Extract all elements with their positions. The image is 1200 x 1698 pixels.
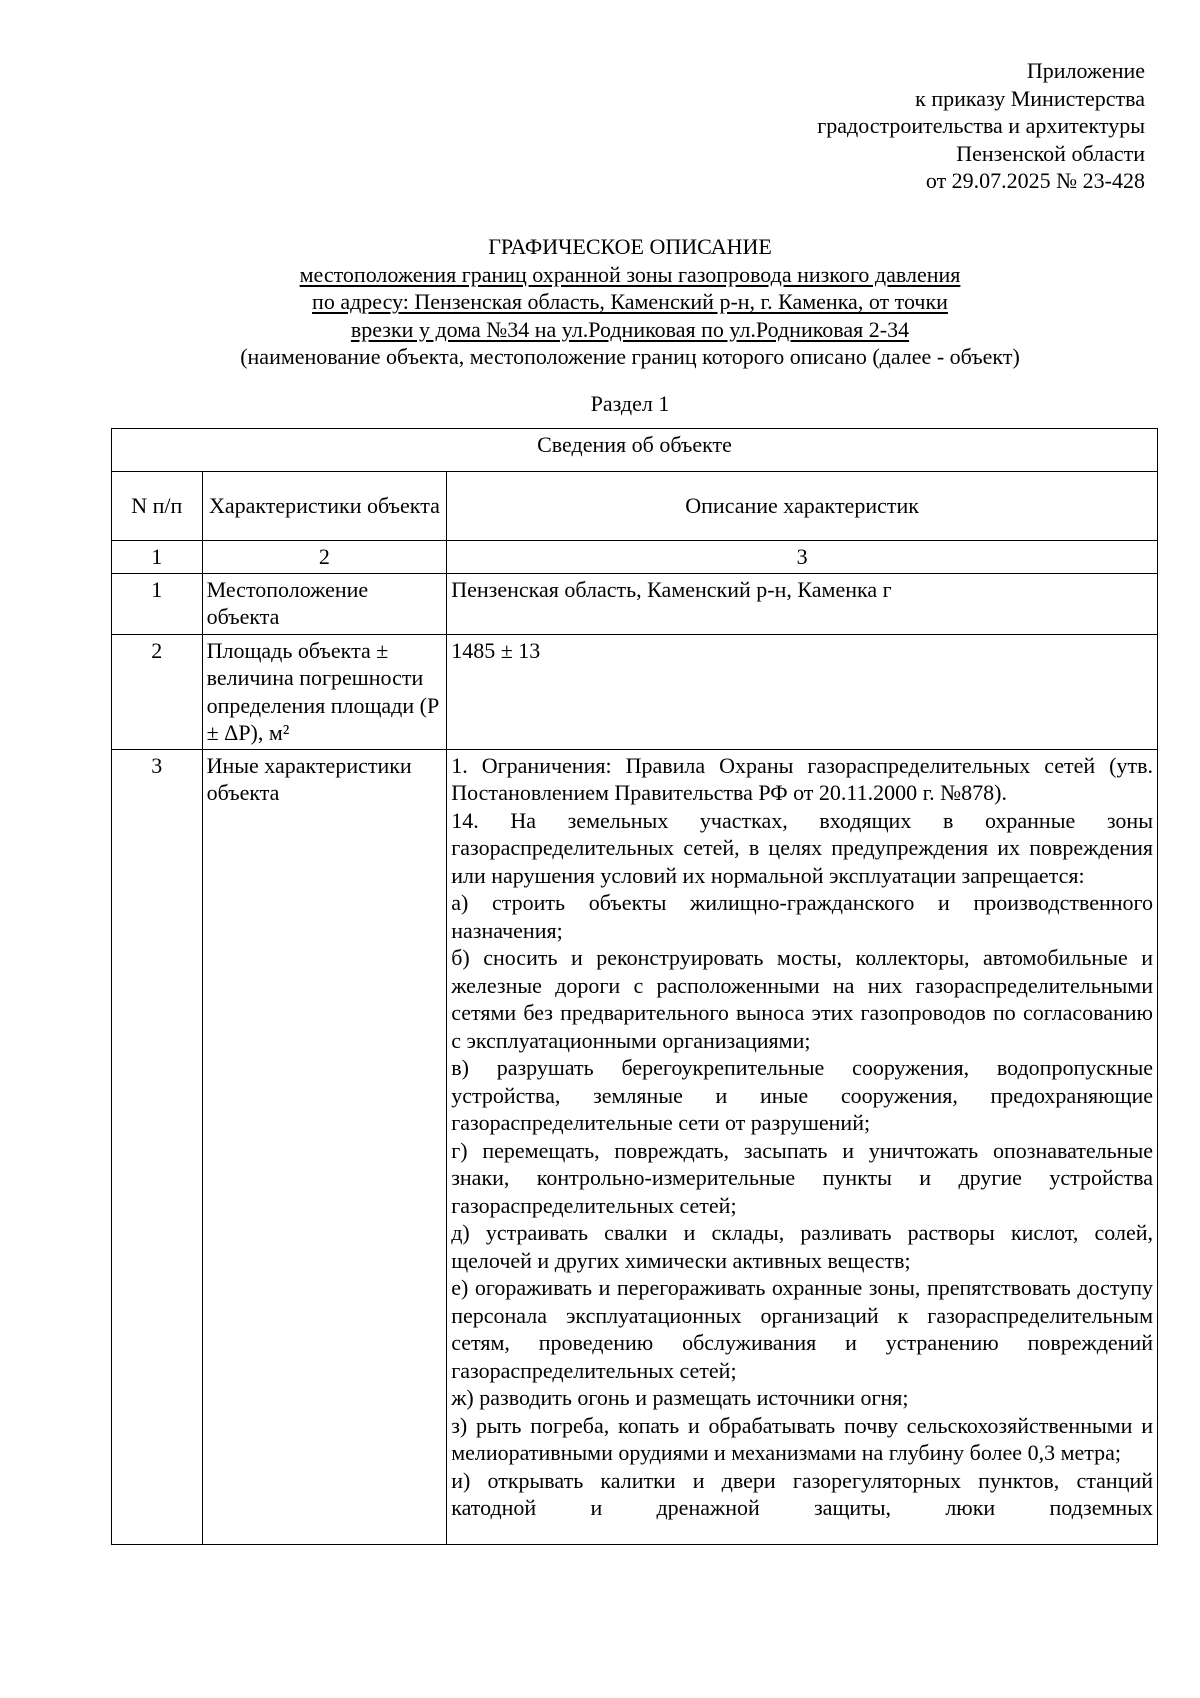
restriction-paragraph: е) огораживать и перегораживать охранные зоны, препятствовать доступу персонала эксплуатационных организаций к газораспределительным сетям, проведению обслуживания и устранению повреждений газораспределительных сетей; xyxy=(451,1275,1153,1383)
appendix-line: к приказу Министерства xyxy=(915,85,1145,111)
object-name-line: врезки у дома №34 на ул.Родниковая по ул.Родниковая 2-34 xyxy=(350,316,910,342)
appendix-line: от 29.07.2025 № 23-428 xyxy=(925,168,1145,193)
header-characteristic: Характеристики объекта xyxy=(202,472,447,541)
column-number: 2 xyxy=(202,541,447,574)
row-characteristic: Иные характеристики объекта xyxy=(202,749,447,1544)
header-description: Описание характеристик xyxy=(447,472,1158,541)
document-heading: ГРАФИЧЕСКОЕ ОПИСАНИЕ xyxy=(488,234,772,259)
header-num: N п/п xyxy=(112,472,203,541)
row-num: 2 xyxy=(112,634,203,749)
row-description xyxy=(447,749,1158,1544)
appendix-line: градостроительства и архитектуры xyxy=(817,113,1145,138)
appendix-block xyxy=(700,57,1145,195)
row-characteristic: Площадь объекта ± величина погрешности определения площади (P ± ΔP), м² xyxy=(202,634,447,749)
table-row xyxy=(112,634,1158,749)
table-row xyxy=(112,573,1158,634)
object-name-caption: (наименование объекта, местоположение границ которого описано (далее - объект) xyxy=(240,344,1020,369)
row-num: 1 xyxy=(112,573,203,634)
restriction-paragraph: и) открывать калитки и двери газорегуляторных пунктов, станций катодной и дренажной защиты, люки подземных xyxy=(451,1467,1153,1520)
object-info-table xyxy=(111,428,1158,1545)
restriction-paragraph: д) устраивать свалки и склады, разливать растворы кислот, солей, щелочей и других химически активных веществ; xyxy=(451,1220,1153,1273)
table-row xyxy=(112,749,1158,1544)
title-block xyxy=(100,233,1160,371)
restriction-paragraph: а) строить объекты жилищно-гражданского и производственного назначения; xyxy=(451,890,1153,943)
restriction-paragraph: з) рыть погреба, копать и обрабатывать почву сельскохозяйственными и мелиоративными орудиями и механизмами на глубину более 0,3 метра; xyxy=(451,1412,1153,1465)
row-num: 3 xyxy=(112,749,203,1544)
row-description: 1485 ± 13 xyxy=(447,634,1158,749)
restriction-paragraph: 1. Ограничения: Правила Охраны газораспределительных сетей (утв. Постановлением Правительства РФ от 20.11.2000 г. №878). xyxy=(451,752,1153,805)
object-name-line: местоположения границ охранной зоны газопровода низкого давления xyxy=(299,261,961,287)
restriction-paragraph: б) сносить и реконструировать мосты, коллекторы, автомобильные и железные дороги с расположенными на них газораспределительными сетями без предварительного выноса этих газопроводов по согласованию с эксплуатационными организациями; xyxy=(451,945,1153,1053)
table-caption: Сведения об объекте xyxy=(112,429,1158,472)
column-number: 1 xyxy=(112,541,203,574)
appendix-line: Пензенской области xyxy=(956,140,1145,166)
restriction-paragraph: 14. На земельных участках, входящих в охранные зоны газораспределительных сетей, в целях предупреждения их повреждения или нарушения условий их нормальной эксплуатации запрещается: xyxy=(451,807,1153,888)
object-name-line: по адресу: Пензенская область, Каменский р-н, г. Каменка, от точки xyxy=(312,289,948,314)
restriction-paragraph: г) перемещать, повреждать, засыпать и уничтожать опознавательные знаки, контрольно-измерительные пункты и другие устройства газораспределительных сетей; xyxy=(451,1137,1153,1218)
restriction-paragraph: в) разрушать берегоукрепительные сооружения, водопропускные устройства, земляные и иные сооружения, предохраняющие газораспределительные сети от разрушений; xyxy=(451,1055,1153,1135)
section-label: Раздел 1 xyxy=(590,391,670,416)
row-characteristic: Местоположение объекта xyxy=(202,573,447,634)
column-number: 3 xyxy=(447,541,1158,574)
row-description: Пензенская область, Каменский р-н, Каменка г xyxy=(447,573,1158,634)
appendix-line: Приложение xyxy=(1026,58,1145,83)
restriction-paragraph: ж) разводить огонь и размещать источники огня; xyxy=(451,1385,909,1410)
